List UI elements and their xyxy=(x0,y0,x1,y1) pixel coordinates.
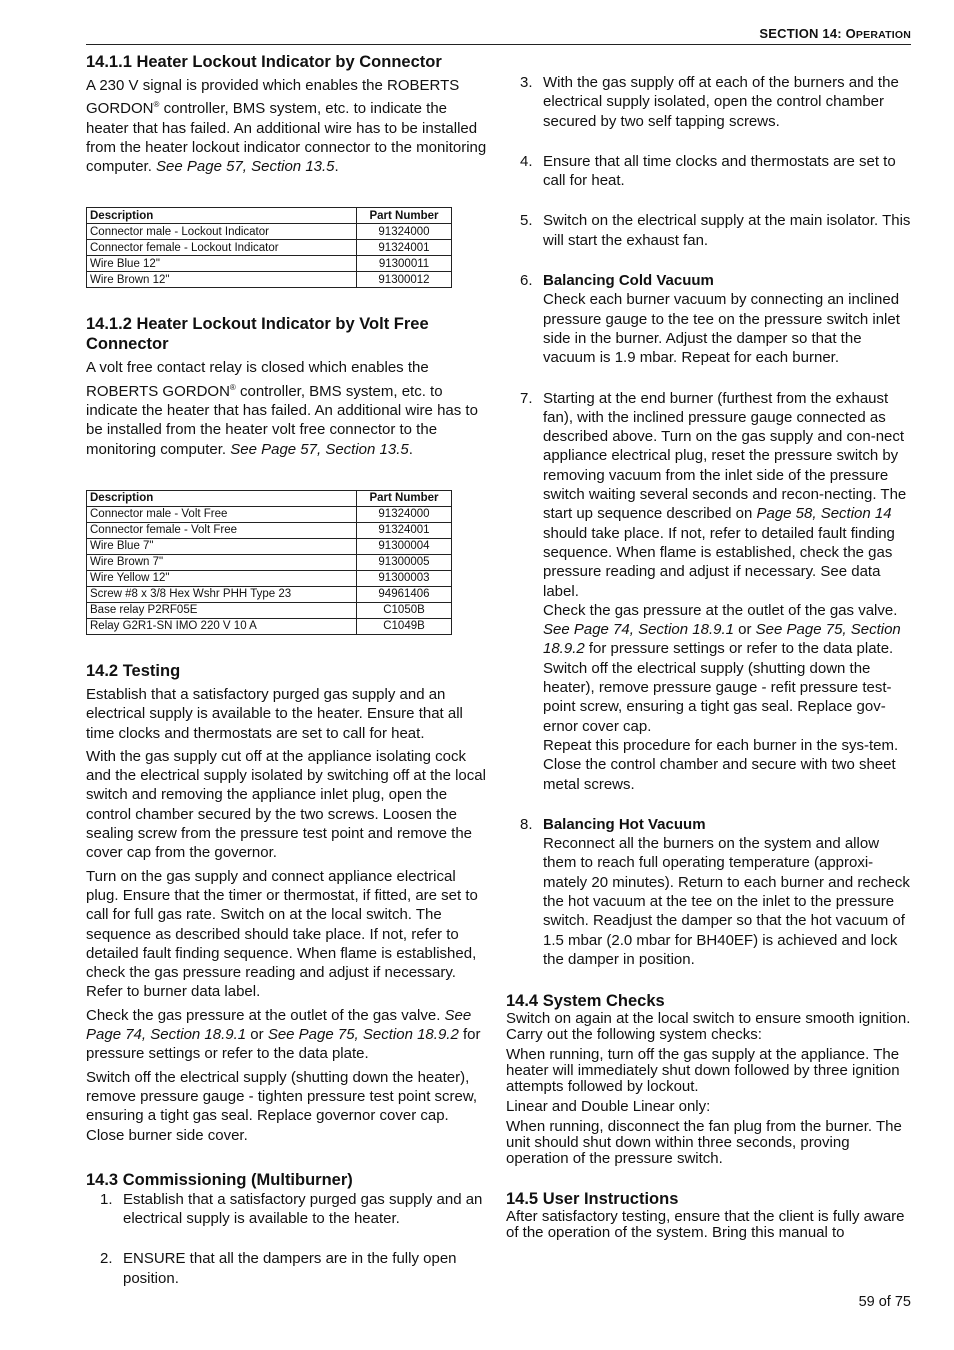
table-header-row: Description Part Number xyxy=(87,490,452,506)
paragraph: Linear and Double Linear only: xyxy=(506,1098,711,1116)
commissioning-steps xyxy=(86,1190,488,1288)
paragraph: After satisfactory testing, ensure that the client is fully aware of the operation of the system. Bring this manual to xyxy=(506,1208,905,1242)
table-row: Wire Brown 12" 91300012 xyxy=(87,272,452,288)
parts-table-volt-free xyxy=(86,490,452,635)
left-column xyxy=(86,52,488,1288)
table-row: Connector male - Volt Free 91324000 xyxy=(87,506,452,522)
paragraph: With the gas supply cut off at the appliance isolating cock and the electrical supply isolated by switching off at the local switch and removing the appliance inlet plug, open the control chamber secured by the two screws. Loosen the sealing screw from the pressure test point and remove the cover cap from the governor. xyxy=(86,747,486,862)
paragraph: Check the gas pressure at the outlet of the gas valve. See Page 74, Section 18.9.1 or See Page 75, Section 18.9.2 for pressure settings or refer to the data plate. xyxy=(86,1006,481,1063)
paragraph-14-1-1: A 230 V signal is provided which enables the ROBERTS GORDON® controller, BMS system, etc. to indicate the heater that has failed. An additional wire has to be installed from the heater lockout indicator connector to the monitoring computer. See Page 57, Section 13.5. xyxy=(86,77,487,176)
heading-14-1-1: 14.1.1 Heater Lockout Indicator by Connector xyxy=(86,53,442,71)
heading-14-4: 14.4 System Checks xyxy=(506,992,665,1011)
list-item: 8. Balancing Hot Vacuum Reconnect all the burners on the system and allow them to reach full operating temperature (approxi-mately 20 minutes). Return to each burner and recheck the hot vacuum at the tee on the inlet to the pressure switch. Readjust the damper so that the hot vacuum of 1.5 mbar (2.0 mbar for BH40EF) is achieved and lock the damper in position. xyxy=(520,815,910,968)
parts-table-lockout xyxy=(86,207,452,288)
paragraph: When running, disconnect the fan plug from the burner. The unit should shut down within three seconds, proving operation of the pressure switch. xyxy=(506,1118,902,1168)
right-column xyxy=(506,73,912,1241)
paragraph: Turn on the gas supply and connect appliance electrical plug. Ensure that the timer or thermostat, if fitted, are set to call for full gas rate. Switch on at the local switch. The sequence as described should take place. If not, refer to detailed fault finding sequence. When flame is established, check the gas pressure reading and adjust if necessary. Refer to burner data label. xyxy=(86,867,478,1001)
list-item: 4. Ensure that all time clocks and thermostats are set to call for heat. xyxy=(520,152,896,190)
table-row: Base relay P2RF05E C1050B xyxy=(87,602,452,618)
list-item: 5. Switch on the electrical supply at the main isolator. This will start the exhaust fan. xyxy=(520,212,911,249)
paragraph: When running, turn off the gas supply at the appliance. The heater will immediately shut down followed by three ignition attempts followed by lockout. xyxy=(506,1046,900,1096)
running-header xyxy=(86,24,911,45)
table-row: Wire Yellow 12" 91300003 xyxy=(87,570,452,586)
table-row: Relay G2R1-SN IMO 220 V 10 A C1049B xyxy=(87,618,452,634)
table-header-row: Description Part Number xyxy=(87,208,452,224)
table-row: Screw #8 x 3/8 Hex Wshr PHH Type 23 94961406 xyxy=(87,586,452,602)
table-row: Connector female - Lockout Indicator 91324001 xyxy=(87,240,452,256)
heading-14-2: 14.2 Testing xyxy=(86,661,181,680)
commissioning-steps-continued xyxy=(506,73,912,969)
heading-14-1-2: 14.1.2 Heater Lockout Indicator by Volt Free Connector xyxy=(86,315,429,354)
paragraph-14-1-2: A volt free contact relay is closed which enables the ROBERTS GORDON® controller, BMS system, etc. to indicate the heater that has failed. An additional wire has to be installed from the heater volt free connector to the monitoring computer. See Page 57, Section 13.5. xyxy=(86,359,478,458)
heading-14-5: 14.5 User Instructions xyxy=(506,1190,679,1209)
paragraph: Establish that a satisfactory purged gas supply and an electrical supply is available to the heater. Ensure that all time clocks and thermostats are set to call for heat. xyxy=(86,685,463,742)
table-row: Wire Blue 12" 91300011 xyxy=(87,256,452,272)
list-item: 1. Establish that a satisfactory purged gas supply and an electrical supply is available to the heater. xyxy=(100,1190,483,1228)
paragraph: Switch on again at the local switch to ensure smooth ignition. Carry out the following system checks: xyxy=(506,1010,911,1044)
list-item: 7. Starting at the end burner (furthest from the exhaust fan), with the inclined pressure gauge connected as described above. Turn on the gas supply and con-nect appliance electrical plug, reset the pressure switch by removing vacuum from the inlet side of the pressure switch waiting several seconds and recon-necting. The start up sequence described on Page 58, Section 14 should take place. If not, refer to detailed fault finding sequence. When flame is established, check the gas pressure reading and adjust if necessary. See data label. Check the gas pressure at the outlet of the gas valve. See Page 74, Section 18.9.1 or See Page 75, Section 18.9.2 for pressure settings or refer to the data plate. Switch off the electrical supply (shutting down the heater), remove pressure gauge - refit pressure test-point screw, ensuring a tight gas seal. Replace gov-ernor cover cap. Repeat this procedure for each burner in the sys-tem. Close the control chamber and secure with two sheet metal screws. xyxy=(520,389,907,793)
table-row: Wire Brown 7" 91300005 xyxy=(87,554,452,570)
table-row: Connector male - Lockout Indicator 91324000 xyxy=(87,224,452,240)
page-number: 59 of 75 xyxy=(858,1294,911,1310)
list-item: 2. ENSURE that all the dampers are in the fully open position. xyxy=(100,1250,457,1287)
heading-14-3: 14.3 Commissioning (Multiburner) xyxy=(86,1170,353,1189)
table-row: Wire Blue 7" 91300004 xyxy=(87,538,452,554)
table-row: Connector female - Volt Free 91324001 xyxy=(87,522,452,538)
list-item: 6. Balancing Cold Vacuum Check each burner vacuum by connecting an inclined pressure gauge to the tee on the pressure switch inlet side in the burner. Adjust the damper so that the vacuum is 1.9 mbar. Repeat for each burner. xyxy=(520,272,900,367)
list-item: 3. With the gas supply off at each of the burners and the electrical supply isolated, open the control chamber secured by two self tapping screws. xyxy=(520,74,899,130)
section-label: SECTION 14: OPERATION xyxy=(759,26,911,41)
paragraph: Switch off the electrical supply (shutting down the heater), remove pressure gauge - tighten pressure test point screw, ensuring a tight gas seal. Replace governor cover cap. Close burner side cover. xyxy=(86,1068,478,1144)
